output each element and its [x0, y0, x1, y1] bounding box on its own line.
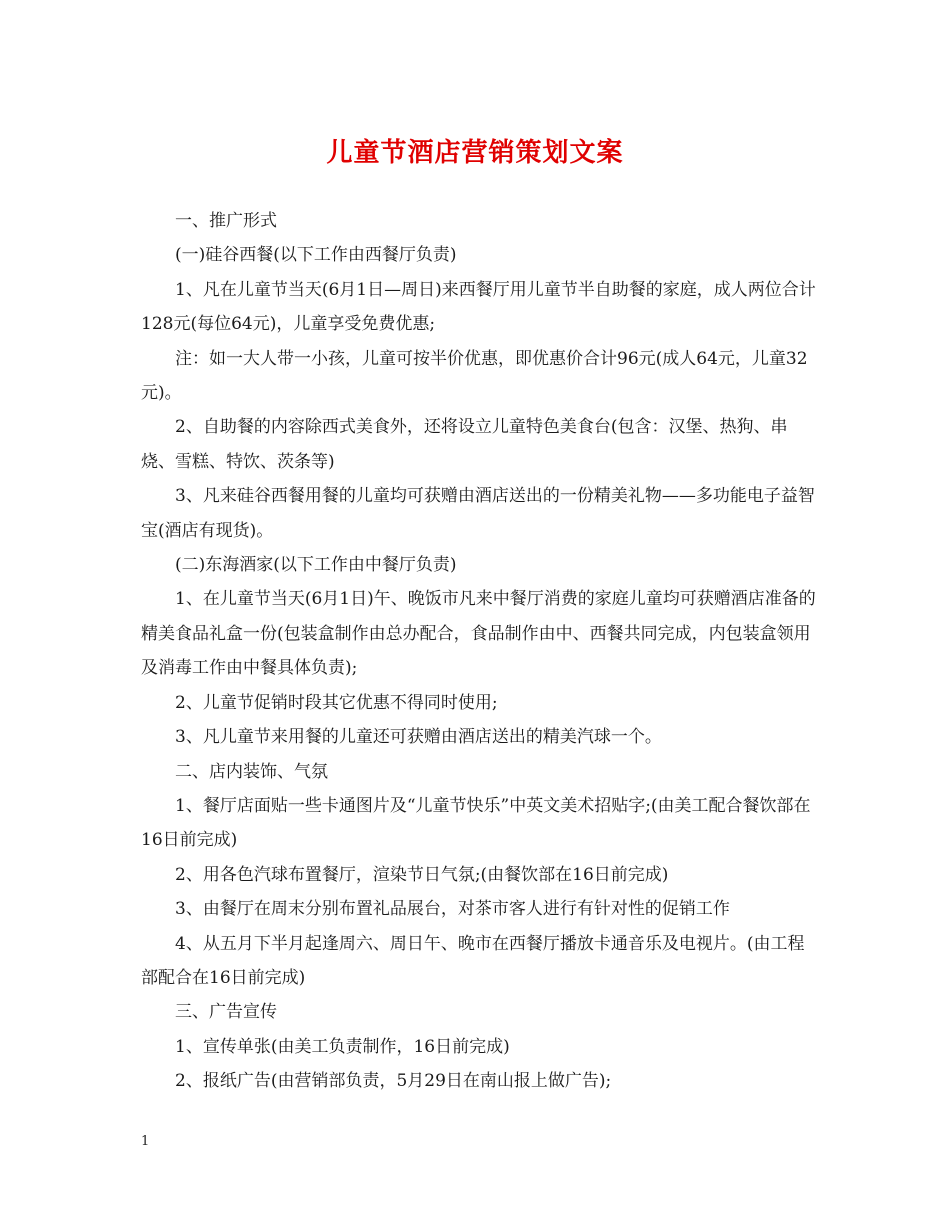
paragraph: 3、由餐厅在周末分别布置礼品展台，对茶市客人进行有针对性的促销工作: [175, 899, 730, 920]
paragraph: 1、餐厅店面贴一些卡通图片及“儿童节快乐”中英文美术招贴字;(由美工配合餐饮部在16日前完成): [141, 795, 811, 851]
paragraph: 3、凡儿童节来用餐的儿童还可获赠由酒店送出的精美汽球一个。: [175, 727, 662, 748]
document-title: 儿童节酒店营销策划文案: [326, 138, 624, 168]
paragraph: 注：如一大人带一小孩，儿童可按半价优惠，即优惠价合计96元(成人64元，儿童32元)。: [141, 348, 808, 404]
paragraph: 4、从五月下半月起逢周六、周日午、晚市在西餐厅播放卡通音乐及电视片。(由工程部配合在16日前完成): [141, 933, 805, 988]
paragraph: 3、凡来硅谷西餐用餐的儿童均可获赠由酒店送出的一份精美礼物——多功能电子益智宝(酒店有现货)。: [141, 486, 815, 541]
paragraph: (二)东海酒家(以下工作由中餐厅负责): [175, 555, 457, 576]
document-body: [141, 204, 821, 1099]
paragraph: 2、儿童节促销时段其它优惠不得同时使用;: [175, 692, 498, 713]
paragraph: 二、店内装饰、气氛: [175, 761, 328, 782]
paragraph: (一)硅谷西餐(以下工作由西餐厅负责): [175, 245, 457, 266]
paragraph: 1、宣传单张(由美工负责制作，16日前完成): [175, 1036, 510, 1057]
paragraph: 1、在儿童节当天(6月1日)午、晚饭市凡来中餐厅消费的家庭儿童均可获赠酒店准备的精美食品礼盒一份(包装盒制作由总办配合，食品制作由中、西餐共同完成，内包装盒领用及消毒工作由中餐具体负责);: [141, 589, 816, 679]
paragraph: 2、用各色汽球布置餐厅，渲染节日气氛;(由餐饮部在16日前完成): [175, 864, 669, 885]
paragraph: 三、广告宣传: [175, 1002, 277, 1023]
paragraph: 2、报纸广告(由营销部负责，5月29日在南山报上做广告);: [175, 1071, 612, 1092]
page-number: 1: [141, 1134, 150, 1149]
paragraph: 一、推广形式: [175, 211, 277, 231]
paragraph: 2、自助餐的内容除西式美食外，还将设立儿童特色美食台(包含：汉堡、热狗、串烧、雪糕、特饮、茨条等): [141, 417, 788, 472]
paragraph: 1、凡在儿童节当天(6月1日—周日)来西餐厅用儿童节半自助餐的家庭，成人两位合计128元(每位64元)，儿童享受免费优惠;: [141, 279, 816, 335]
